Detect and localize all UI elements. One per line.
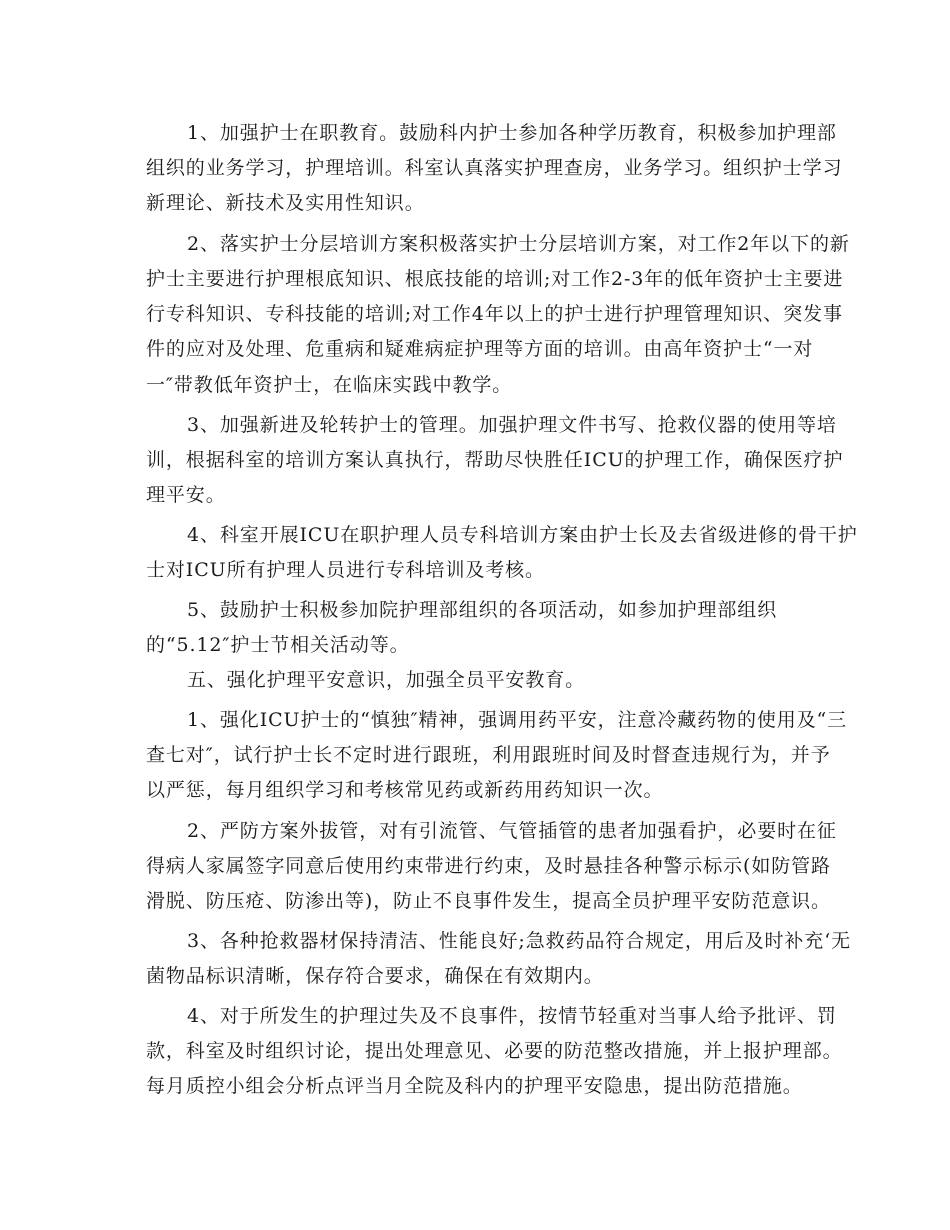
text-line: 件的应对及处理、危重病和疑难病症护理等方面的培训。由高年资护士“一对 bbox=[146, 338, 814, 360]
text-line: 2、落实护士分层培训方案积极落实护士分层培训方案，对工作2年以下的新 bbox=[187, 233, 850, 255]
text-line: 五、强化护理平安意识，加强全员平安教育。 bbox=[187, 669, 586, 691]
text-line: 行专科知识、专科技能的培训;对工作4年以上的护士进行护理管理知识、突发事 bbox=[146, 303, 843, 325]
text-line: 训，根据科室的培训方案认真执行，帮助尽快胜任ICU的护理工作，确保医疗护 bbox=[146, 449, 844, 471]
text-line: 3、加强新进及轮转护士的管理。加强护理文件书写、抢救仪器的使用等培 bbox=[187, 414, 837, 436]
text-line: 以严惩，每月组织学习和考核常见药或新药用药知识一次。 bbox=[146, 779, 664, 801]
text-line: 4、对于所发生的护理过失及不良事件，按情节轻重对当事人给予批评、罚 bbox=[187, 1005, 837, 1027]
text-line: 的“5.12″护士节相关活动等。 bbox=[146, 634, 410, 656]
text-line: 菌物品标识清晰，保存符合要求，确保在有效期内。 bbox=[146, 965, 604, 987]
text-line: 每月质控小组会分析点评当月全院及科内的护理平安隐患，提出防范措施。 bbox=[146, 1075, 803, 1097]
text-line: 2、严防方案外拔管，对有引流管、气管插管的患者加强看护，必要时在征 bbox=[187, 820, 837, 842]
text-line: 组织的业务学习，护理培训。科室认真落实护理查房，业务学习。组织护士学习 bbox=[146, 157, 843, 179]
text-line: 护士主要进行护理根底知识、根底技能的培训;对工作2-3年的低年资护士主要进 bbox=[146, 268, 844, 290]
text-line: 5、鼓励护士积极参加院护理部组织的各项活动，如参加护理部组织 bbox=[187, 599, 778, 621]
text-line: 款，科室及时组织讨论，提出处理意见、必要的防范整改措施，并上报护理部。 bbox=[146, 1040, 843, 1062]
text-line: 一″带教低年资护士，在临床实践中教学。 bbox=[146, 374, 513, 396]
text-line: 滑脱、防压疮、防渗出等)，防止不良事件发生，提高全员护理平安防范意识。 bbox=[146, 890, 831, 912]
text-line: 士对ICU所有护理人员进行专科培训及考核。 bbox=[146, 559, 545, 581]
text-line: 查七对″，试行护士长不定时进行跟班，利用跟班时间及时督查违规行为，并予 bbox=[146, 744, 831, 766]
text-line: 3、各种抢救器材保持清洁、性能良好;急救药品符合规定，用后及时补充‘无 bbox=[187, 930, 852, 952]
text-line: 新理论、新技术及实用性知识。 bbox=[146, 192, 425, 214]
text-line: 理平安。 bbox=[146, 484, 226, 506]
text-line: 4、科室开展ICU在职护理人员专科培训方案由护士长及去省级进修的骨干护 bbox=[187, 524, 858, 546]
text-line: 得病人家属签字同意后使用约束带进行约束，及时悬挂各种警示标示(如防管路 bbox=[146, 855, 831, 877]
text-line: 1、强化ICU护士的“慎独″精神，强调用药平安，注意冷藏药物的使用及“三 bbox=[187, 709, 848, 731]
text-line: 1、加强护士在职教育。鼓励科内护士参加各种学历教育，积极参加护理部 bbox=[187, 122, 837, 144]
